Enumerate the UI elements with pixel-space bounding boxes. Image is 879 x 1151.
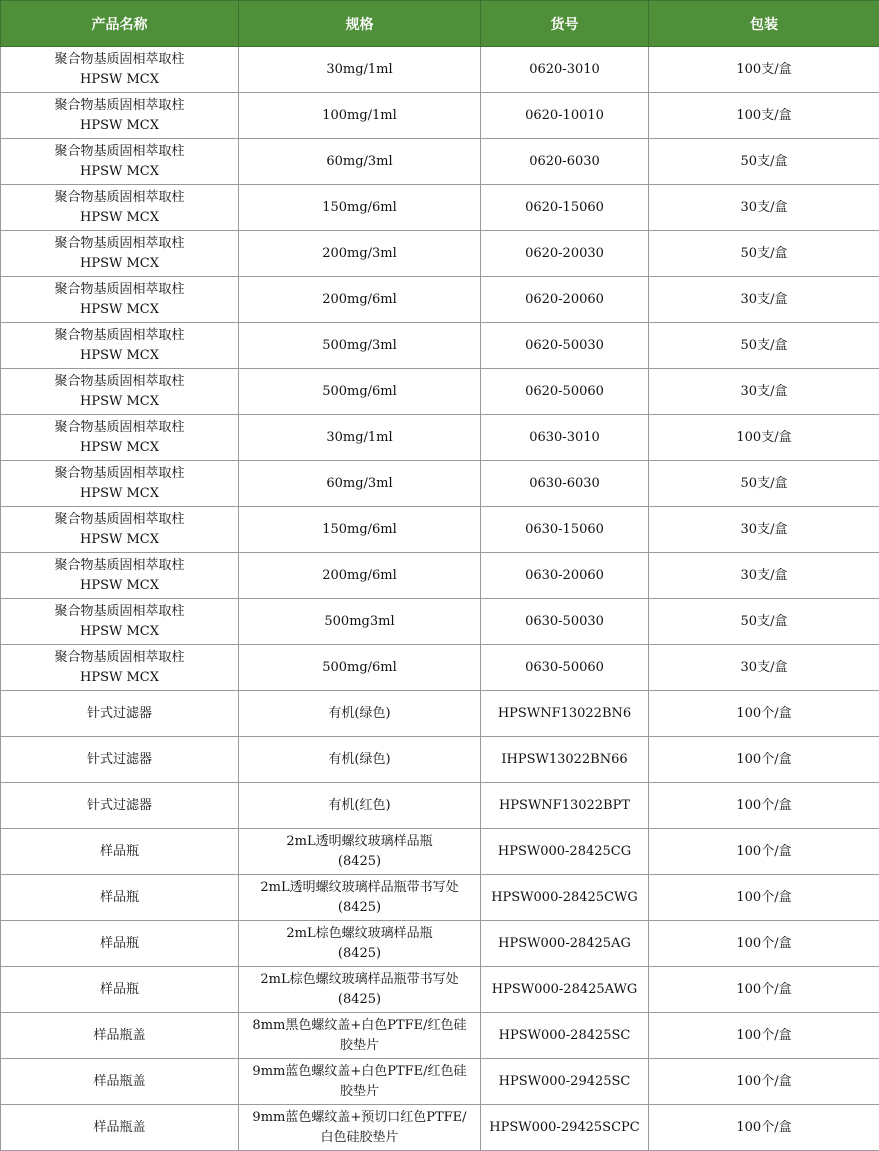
spec-line: 9mm蓝色螺纹盖+白色PTFE/红色硅 [252,1063,467,1079]
spec-cell [239,507,481,553]
table-row [1,1059,879,1105]
header-item-code: 货号 [481,1,649,47]
item-code-cell: 0630-6030 [481,461,649,507]
spec-cell [239,553,481,599]
table-row [1,553,879,599]
table-row [1,599,879,645]
product-name-line: 针式过滤器 [86,751,152,767]
product-name-line: 聚合物基质固相萃取柱 [54,51,185,67]
spec-cell [239,139,481,185]
spec-cell [239,369,481,415]
product-name-line: 聚合物基质固相萃取柱 [54,373,185,389]
product-name-cell [1,829,239,875]
spec-cell [239,231,481,277]
spec-cell [239,1013,481,1059]
spec-cell [239,1059,481,1105]
product-name-line: HPSW MCX [80,163,159,179]
spec-line: (8425) [337,853,382,869]
product-name-line: 聚合物基质固相萃取柱 [54,465,185,481]
packaging-cell: 100个/盒 [649,1013,879,1059]
header-spec: 规格 [239,1,481,47]
spec-line: 60mg/3ml [326,153,393,169]
product-name-line: 样品瓶 [99,981,139,997]
spec-cell [239,645,481,691]
item-code-cell: 0630-50060 [481,645,649,691]
spec-line: 500mg3ml [324,613,395,629]
spec-cell [239,277,481,323]
product-name-cell [1,645,239,691]
product-name-cell [1,139,239,185]
spec-line: 胶垫片 [339,1037,379,1053]
item-code-cell: 0620-3010 [481,47,649,93]
packaging-cell: 30支/盒 [649,507,879,553]
item-code-cell: HPSW000-28425CWG [481,875,649,921]
item-code-cell: HPSWNF13022BPT [481,783,649,829]
item-code-cell: 0620-15060 [481,185,649,231]
packaging-cell: 30支/盒 [649,277,879,323]
spec-cell [239,1105,481,1151]
product-name-cell [1,875,239,921]
spec-line: 150mg/6ml [322,199,397,215]
product-name-line: 聚合物基质固相萃取柱 [54,603,185,619]
spec-line: 30mg/1ml [326,429,393,445]
packaging-cell: 50支/盒 [649,323,879,369]
product-name-line: 聚合物基质固相萃取柱 [54,235,185,251]
product-name-line: 聚合物基质固相萃取柱 [54,189,185,205]
table-row [1,921,879,967]
product-name-line: 针式过滤器 [86,705,152,721]
product-name-cell [1,553,239,599]
product-name-line: 样品瓶 [99,889,139,905]
spec-line: 150mg/6ml [322,521,397,537]
item-code-cell: 0630-20060 [481,553,649,599]
item-code-cell: 0620-6030 [481,139,649,185]
product-name-cell [1,369,239,415]
product-name-line: 聚合物基质固相萃取柱 [54,557,185,573]
spec-cell [239,829,481,875]
packaging-cell: 30支/盒 [649,645,879,691]
product-name-line: HPSW MCX [80,393,159,409]
product-name-line: 聚合物基质固相萃取柱 [54,511,185,527]
packaging-cell: 100支/盒 [649,415,879,461]
spec-cell [239,185,481,231]
table-row [1,1013,879,1059]
spec-line: 500mg/6ml [322,383,397,399]
packaging-cell: 50支/盒 [649,461,879,507]
product-name-cell [1,1013,239,1059]
product-name-line: 样品瓶盖 [93,1119,146,1135]
table-row [1,737,879,783]
header-product-name: 产品名称 [1,1,239,47]
product-name-cell [1,507,239,553]
product-name-line: 聚合物基质固相萃取柱 [54,327,185,343]
product-name-line: HPSW MCX [80,301,159,317]
packaging-cell: 100支/盒 [649,47,879,93]
table-row [1,47,879,93]
product-name-cell [1,921,239,967]
product-name-cell [1,231,239,277]
spec-line: 500mg/6ml [322,659,397,675]
spec-line: 2mL棕色螺纹玻璃样品瓶 [286,925,433,941]
item-code-cell: HPSW000-28425AG [481,921,649,967]
header-packaging: 包装 [649,1,879,47]
spec-cell [239,323,481,369]
spec-line: 白色硅胶垫片 [320,1129,399,1145]
product-name-cell [1,185,239,231]
packaging-cell: 100个/盒 [649,1105,879,1151]
item-code-cell: 0630-3010 [481,415,649,461]
product-name-cell [1,1059,239,1105]
product-name-line: HPSW MCX [80,577,159,593]
product-name-line: HPSW MCX [80,485,159,501]
table-row [1,875,879,921]
item-code-cell: HPSW000-29425SCPC [481,1105,649,1151]
product-name-line: 样品瓶盖 [93,1027,146,1043]
product-name-cell [1,47,239,93]
packaging-cell: 50支/盒 [649,599,879,645]
spec-line: 60mg/3ml [326,475,393,491]
table-row [1,323,879,369]
product-name-cell [1,277,239,323]
spec-line: 有机(绿色) [328,705,391,721]
spec-line: (8425) [337,991,382,1007]
packaging-cell: 30支/盒 [649,369,879,415]
product-name-cell [1,323,239,369]
packaging-cell: 100个/盒 [649,737,879,783]
product-name-line: 聚合物基质固相萃取柱 [54,649,185,665]
spec-line: 100mg/1ml [322,107,397,123]
table-row [1,829,879,875]
product-name-line: 样品瓶 [99,843,139,859]
product-name-line: 聚合物基质固相萃取柱 [54,419,185,435]
product-name-line: 聚合物基质固相萃取柱 [54,281,185,297]
product-name-cell [1,1105,239,1151]
item-code-cell: HPSW000-28425CG [481,829,649,875]
item-code-cell: HPSW000-28425AWG [481,967,649,1013]
table-row [1,139,879,185]
packaging-cell: 50支/盒 [649,231,879,277]
spec-line: 有机(绿色) [328,751,391,767]
product-name-cell [1,93,239,139]
packaging-cell: 100支/盒 [649,93,879,139]
packaging-cell: 100个/盒 [649,875,879,921]
product-name-line: HPSW MCX [80,347,159,363]
spec-cell [239,783,481,829]
item-code-cell: 0620-20060 [481,277,649,323]
item-code-cell: 0620-10010 [481,93,649,139]
spec-line: 有机(红色) [328,797,391,813]
packaging-cell: 30支/盒 [649,185,879,231]
packaging-cell: 100个/盒 [649,691,879,737]
product-name-line: HPSW MCX [80,71,159,87]
table-row [1,967,879,1013]
product-name-line: HPSW MCX [80,439,159,455]
item-code-cell: 0630-50030 [481,599,649,645]
product-name-cell [1,691,239,737]
packaging-cell: 100个/盒 [649,967,879,1013]
table-row [1,185,879,231]
table-row [1,415,879,461]
spec-line: (8425) [337,945,382,961]
product-name-line: 聚合物基质固相萃取柱 [54,143,185,159]
product-name-line: 聚合物基质固相萃取柱 [54,97,185,113]
product-name-cell [1,967,239,1013]
table-row [1,1105,879,1151]
product-name-cell [1,783,239,829]
product-name-line: 针式过滤器 [86,797,152,813]
spec-line: 2mL透明螺纹玻璃样品瓶带书写处 [260,879,459,895]
spec-line: (8425) [337,899,382,915]
product-name-line: HPSW MCX [80,117,159,133]
product-name-cell [1,415,239,461]
product-name-line: 样品瓶盖 [93,1073,146,1089]
item-code-cell: HPSWNF13022BN6 [481,691,649,737]
table-body [1,47,879,1151]
product-name-line: HPSW MCX [80,669,159,685]
spec-line: 200mg/6ml [322,567,397,583]
packaging-cell: 100个/盒 [649,1059,879,1105]
spec-cell [239,415,481,461]
product-name-cell [1,737,239,783]
product-name-line: HPSW MCX [80,209,159,225]
table-row [1,369,879,415]
spec-line: 9mm蓝色螺纹盖+预切口红色PTFE/ [252,1109,467,1125]
table-header-row [1,1,879,47]
table-row [1,93,879,139]
spec-cell [239,599,481,645]
table-row [1,691,879,737]
spec-cell [239,691,481,737]
product-name-cell [1,599,239,645]
spec-line: 200mg/3ml [322,245,397,261]
spec-cell [239,737,481,783]
packaging-cell: 100个/盒 [649,783,879,829]
item-code-cell: 0620-50030 [481,323,649,369]
item-code-cell: 0620-50060 [481,369,649,415]
spec-cell [239,921,481,967]
packaging-cell: 100个/盒 [649,921,879,967]
table-row [1,461,879,507]
spec-line: 30mg/1ml [326,61,393,77]
table-row [1,645,879,691]
item-code-cell: 0620-20030 [481,231,649,277]
item-code-cell: HPSW000-28425SC [481,1013,649,1059]
packaging-cell: 50支/盒 [649,139,879,185]
item-code-cell: HPSW000-29425SC [481,1059,649,1105]
product-name-line: HPSW MCX [80,531,159,547]
spec-cell [239,875,481,921]
spec-line: 200mg/6ml [322,291,397,307]
table-row [1,783,879,829]
spec-cell [239,93,481,139]
product-name-line: HPSW MCX [80,255,159,271]
product-name-line: HPSW MCX [80,623,159,639]
spec-line: 2mL透明螺纹玻璃样品瓶 [286,833,433,849]
spec-cell [239,967,481,1013]
spec-line: 500mg/3ml [322,337,397,353]
spec-line: 8mm黑色螺纹盖+白色PTFE/红色硅 [252,1017,467,1033]
product-name-line: 样品瓶 [99,935,139,951]
spec-cell [239,461,481,507]
spec-cell [239,47,481,93]
product-name-cell [1,461,239,507]
item-code-cell: 0630-15060 [481,507,649,553]
spec-line: 2mL棕色螺纹玻璃样品瓶带书写处 [260,971,459,987]
table-row [1,277,879,323]
table-row [1,231,879,277]
table-row [1,507,879,553]
packaging-cell: 100个/盒 [649,829,879,875]
packaging-cell: 30支/盒 [649,553,879,599]
item-code-cell: IHPSW13022BN66 [481,737,649,783]
spec-line: 胶垫片 [339,1083,379,1099]
